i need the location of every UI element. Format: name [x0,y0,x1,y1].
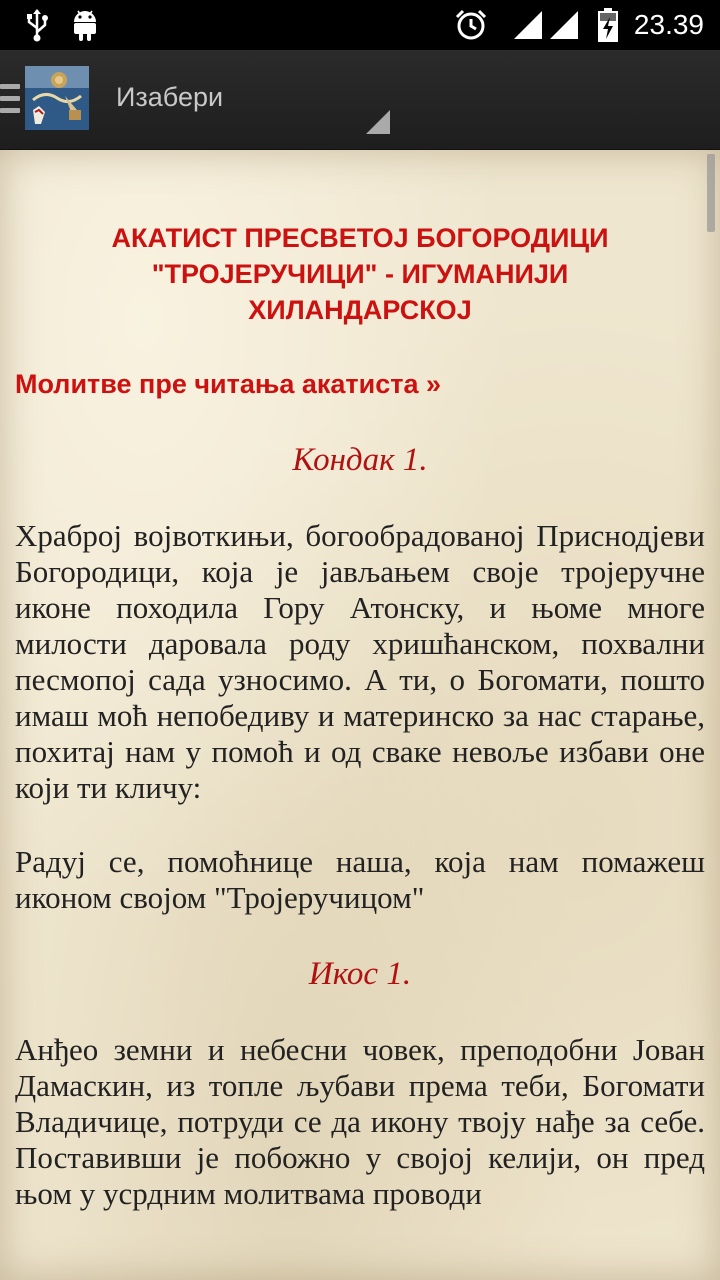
spinner-arrow-icon [366,110,390,134]
refrain-text: Радуј се, помоћнице наша, која нам помажеш иконом својом "Тројеручицом" [15,844,705,915]
signal-icon [548,0,580,50]
ikos-heading: Икос 1. [308,956,412,992]
status-bar [0,0,720,50]
app-logo[interactable] [25,66,89,130]
document-title: АКАТИСТ ПРЕСВЕТОЈ БОГОРОДИЦИ "ТРОЈЕРУЧИЦИ" - ИГУМАНИЈИ ХИЛАНДАРСКОЈ [111,223,609,325]
spinner-label: Изабери [116,82,224,112]
article [15,220,705,1212]
signal-icon [512,0,544,50]
status-time: 23.39 [633,9,704,40]
content-area[interactable] [0,150,720,1280]
alarm-icon [454,0,488,50]
kondak-heading: Кондак 1. [292,442,428,478]
navigation-spinner[interactable] [116,72,396,134]
usb-icon [24,0,50,50]
drawer-icon[interactable] [0,84,20,118]
action-bar [0,50,720,150]
kondak-text: Храброј војвоткињи, богообрадованој Приснодјеви Богородици, која је јављањем своје тројеручне иконе походила Гору Атонску, и њоме многе милости даровала роду хришћанском, похвални песмопој сада узносимо. А ти, о Богомати, пошто имаш моћ непобедиву и материнско за нас старање, похитај нам у помоћ и од сваке невоље избави оне који ти кличу: [15,518,705,805]
battery-charging-icon [596,0,620,50]
android-icon [70,0,100,50]
ikos-text: Анђео земни и небесни човек, преподобни Јован Дамаскин, из топле љубави према теби, Богомати Владичице, потруди се да икону твоју нађе за себе. Поставивши је побожно у својој келији, он пред њом у усрдним молитвама проводи [15,1032,705,1211]
scrollbar-thumb[interactable] [707,154,715,232]
prayers-link[interactable]: Молитве пре читања акатиста » [15,369,442,399]
